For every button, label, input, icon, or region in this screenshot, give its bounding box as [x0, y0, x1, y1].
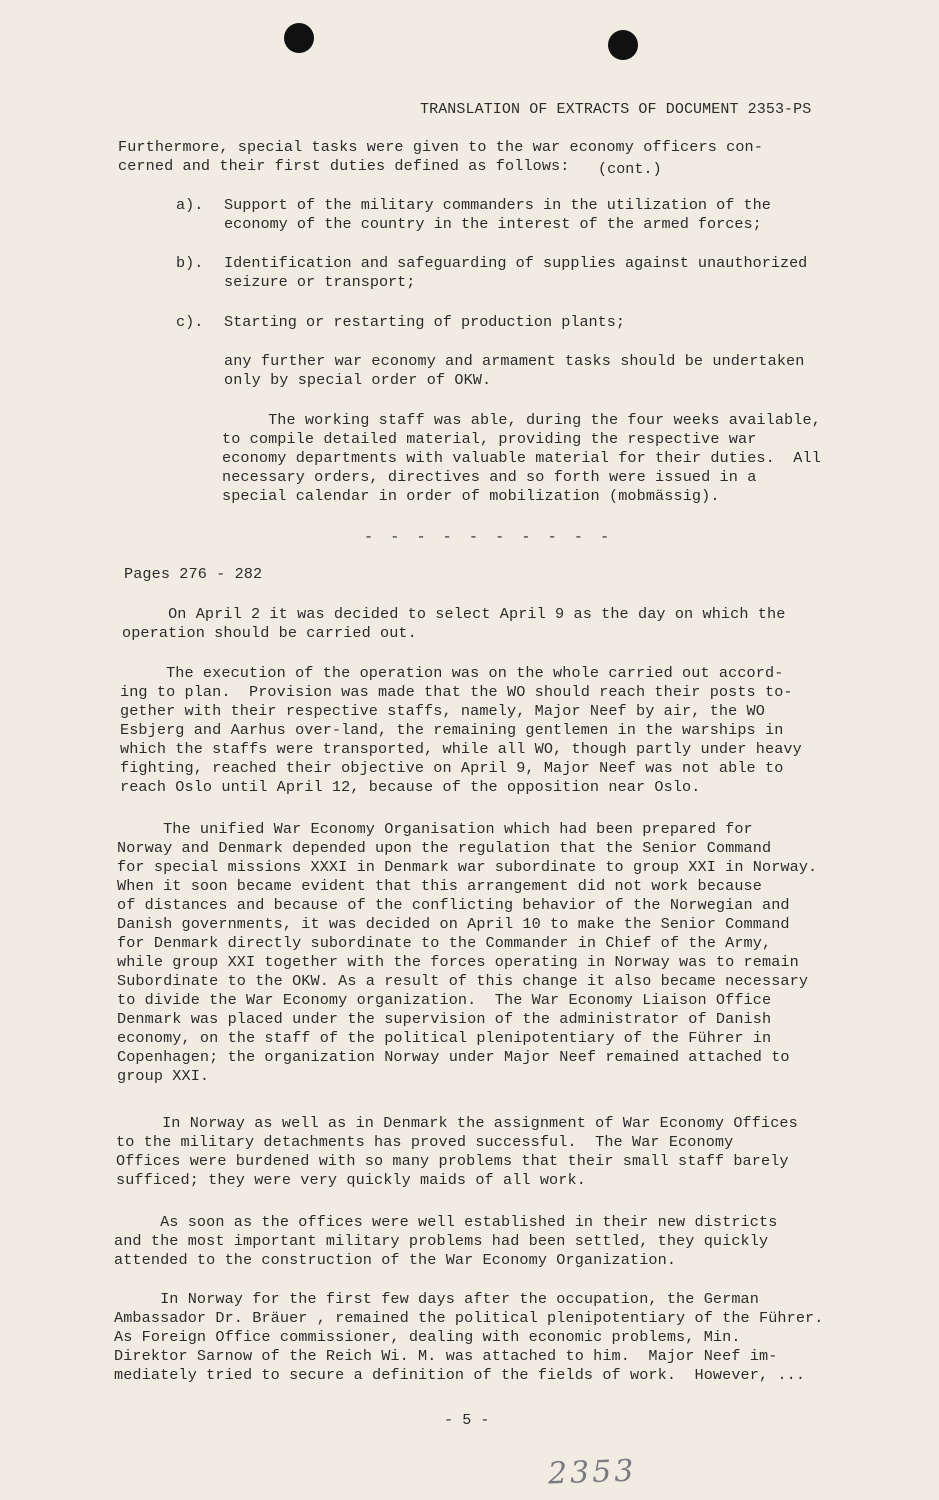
body-paragraph: The unified War Economy Organisation which had been prepared for Norway and Denmark depended upon the regulation that the Senior Command for special missions XXXI in Denmark war subordinate to group XXI in Norway. When it soon became evident that this arrangement did not work because of distances and because of the conflicting behavior of the Norwegian and Danish governments, it was decided on April 10 to make the Senior Command for Denmark directly subordinate to the Commander in Chief of the Army, while group XXI together with the forces operating in Norway was to remain Subordinate to the OKW. As a result of this change it also became necessary to divide the War Economy organization. The War Economy Liaison Office Denmark was placed under the supervision of the administrator of Danish economy, on the staff of the political plenipotentiary of the Führer in Copenhagen; the organization Norway under Major Neef remained attached to group XXI.	[117, 820, 818, 1085]
handwritten-document-number: 2353	[547, 1453, 637, 1492]
body-paragraph: As soon as the offices were well established in their new districts and the most important military problems had been settled, they quickly attended to the construction of the War Economy Organization.	[114, 1213, 778, 1269]
body-paragraph: The execution of the operation was on the whole carried out accord- ing to plan. Provision was made that the WO should reach their posts to- gether with their respective staffs, namely, Major Neef by air, the WO Esbjerg and Aarhus over-land, the remaining gentlemen in the warships in which the staffs were transported, while all WO, though partly under heavy fighting, reached their objective on April 9, Major Neef was not able to reach Oslo until April 12, because of the opposition near Oslo.	[120, 664, 802, 796]
body-paragraph: In Norway as well as in Denmark the assignment of War Economy Offices to the military detachments has proved successful. The War Economy Offices were burdened with so many problems that their small staff barely sufficed; they were very quickly maids of all work.	[116, 1114, 798, 1189]
punch-hole	[608, 30, 638, 60]
list-marker: a).	[176, 196, 204, 214]
body-paragraph: In Norway for the first few days after the occupation, the German Ambassador Dr. Bräuer , remained the political plenipotentiary of the Führer. As Foreign Office commissioner, dealing with economic problems, Min. Direktor Sarnow of the Reich Wi. M. was attached to him. Major Neef im- mediately tried to secure a definition of the fields of work. However, ...	[114, 1290, 824, 1384]
list-marker: c).	[176, 313, 204, 331]
items-tail-paragraph: any further war economy and armament tasks should be undertaken only by special order of OKW.	[224, 352, 805, 389]
pages-reference: Pages 276 - 282	[124, 565, 263, 583]
list-marker: b).	[176, 254, 204, 272]
list-text: Identification and safeguarding of supplies against unauthorized seizure or transport;	[224, 254, 808, 291]
staff-paragraph: The working staff was able, during the four weeks available, to compile detailed material, providing the respective war economy departments with valuable material for their duties. All necessary orders, directives and so forth were issued in a special calendar in order of mobilization (mobmässig).	[222, 411, 821, 505]
section-divider: - - - - - - - - - -	[364, 528, 614, 546]
list-text: Support of the military commanders in the utilization of the economy of the country in the interest of the armed forces;	[224, 196, 771, 233]
page-number: - 5 -	[444, 1412, 490, 1429]
punch-hole	[284, 23, 314, 53]
body-paragraph: On April 2 it was decided to select April 9 as the day on which the operation should be carried out.	[122, 605, 786, 642]
document-subtitle: (cont.)	[598, 161, 662, 178]
list-text: Starting or restarting of production plants;	[224, 313, 626, 331]
document-title: TRANSLATION OF EXTRACTS OF DOCUMENT 2353-PS	[420, 101, 812, 118]
intro-paragraph: Furthermore, special tasks were given to the war economy officers con- cerned and their first duties defined as follows:	[118, 138, 763, 175]
